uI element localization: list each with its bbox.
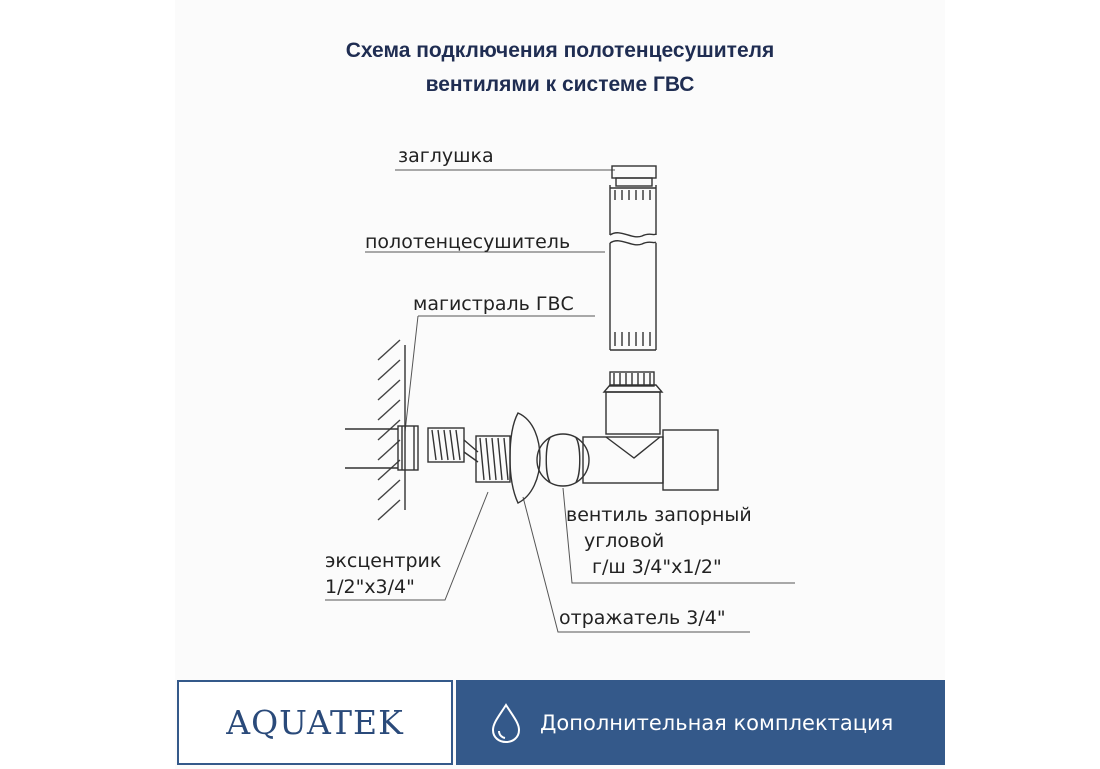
title-line-1: Схема подключения полотенцесушителя	[345, 39, 775, 62]
wall	[378, 340, 405, 520]
plug-cap	[612, 166, 656, 186]
label-valve-3: г/ш 3/4"x1/2"	[592, 556, 722, 578]
label-plug: заглушка	[398, 145, 494, 167]
towel-dryer-pipe	[610, 185, 656, 350]
reflector	[510, 413, 540, 503]
footer-caption: Дополнительная комплектация	[540, 710, 894, 735]
label-valve-1: вентиль запорный	[566, 504, 752, 526]
footer-banner	[456, 680, 945, 765]
angle-valve	[537, 372, 718, 490]
main-line-leader	[405, 316, 595, 432]
label-eccentric-2: 1/2"x3/4"	[325, 576, 415, 598]
hot-water-main	[345, 426, 418, 470]
water-drop-icon	[484, 701, 528, 745]
label-towel-dryer: полотенцесушитель	[365, 231, 571, 253]
eccentric-fitting	[428, 428, 510, 482]
label-reflector: отражатель 3/4"	[559, 607, 726, 629]
label-eccentric-1: эксцентрик	[325, 550, 442, 572]
label-main-line: магистраль ГВС	[413, 293, 574, 315]
title-line-2: вентилями к системе ГВС	[425, 73, 695, 96]
brand-logo: AQUATEK	[226, 703, 404, 742]
label-valve-2: угловой	[584, 530, 665, 552]
brand-box	[177, 680, 453, 765]
